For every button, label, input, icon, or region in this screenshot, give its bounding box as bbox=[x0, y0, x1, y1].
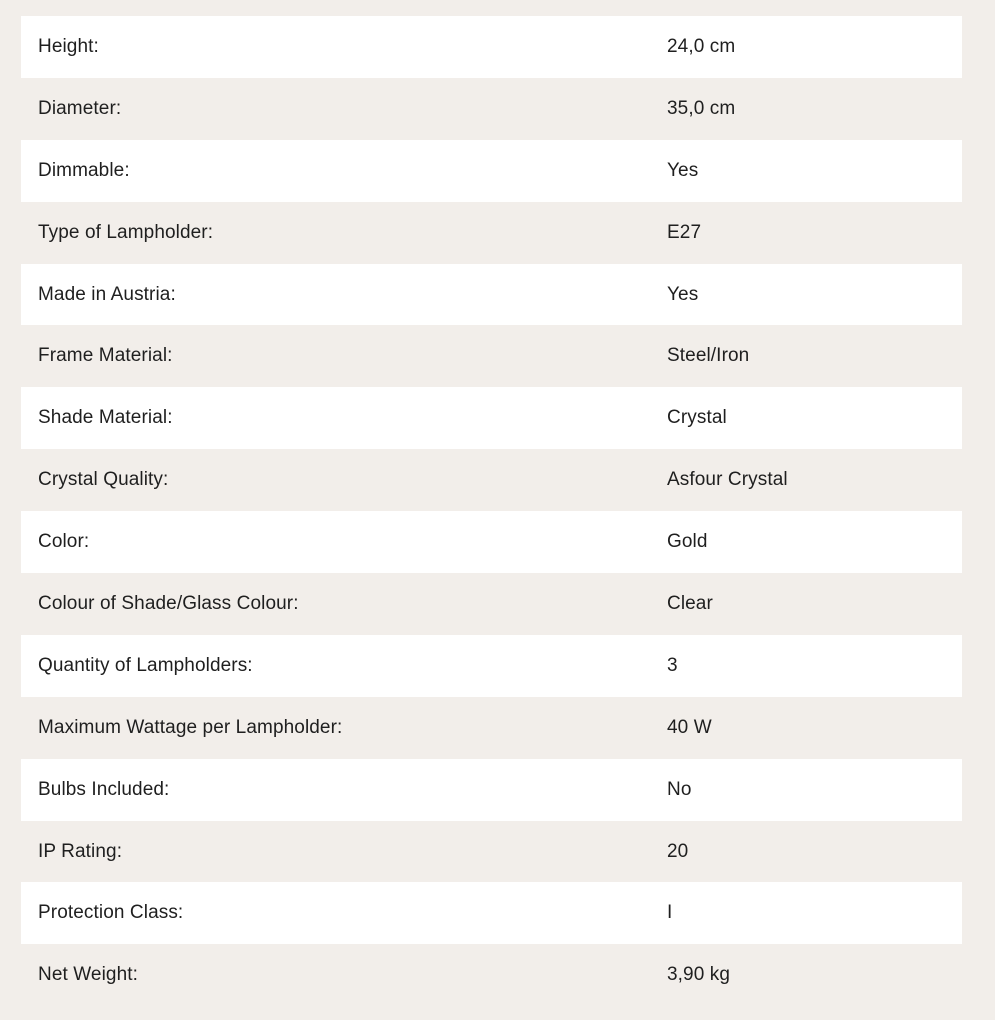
spec-label: Dimmable: bbox=[38, 159, 130, 181]
spec-value: E27 bbox=[667, 221, 702, 243]
spec-value: Yes bbox=[667, 159, 699, 181]
spec-row-shade-material bbox=[21, 387, 962, 449]
spec-label: Height: bbox=[38, 35, 99, 57]
spec-row-shade-colour bbox=[21, 573, 962, 635]
spec-value: Crystal bbox=[667, 407, 727, 429]
spec-value: Yes bbox=[667, 283, 699, 305]
spec-label: Color: bbox=[38, 531, 90, 553]
spec-value: 3,90 kg bbox=[667, 964, 731, 986]
spec-label: Shade Material: bbox=[38, 407, 173, 429]
spec-label: Diameter: bbox=[38, 97, 122, 119]
spec-label: Net Weight: bbox=[38, 964, 139, 986]
spec-row-frame-material bbox=[21, 325, 962, 387]
spec-label: IP Rating: bbox=[38, 840, 123, 862]
spec-label: Quantity of Lampholders: bbox=[38, 654, 253, 676]
spec-value: 35,0 cm bbox=[667, 97, 736, 119]
spec-row-made-in-austria bbox=[21, 264, 962, 326]
spec-label: Frame Material: bbox=[38, 345, 173, 367]
specifications-table bbox=[21, 16, 962, 1006]
spec-value: Steel/Iron bbox=[667, 345, 750, 367]
spec-row-lampholder-type bbox=[21, 202, 962, 264]
spec-label: Protection Class: bbox=[38, 902, 184, 924]
spec-row-ip-rating bbox=[21, 821, 962, 883]
spec-row-height bbox=[21, 16, 962, 78]
spec-value: 40 W bbox=[667, 716, 712, 738]
spec-row-protection-class bbox=[21, 882, 962, 944]
spec-value: 24,0 cm bbox=[667, 35, 736, 57]
spec-value: 3 bbox=[667, 654, 678, 676]
spec-label: Colour of Shade/Glass Colour: bbox=[38, 592, 299, 614]
spec-row-dimmable bbox=[21, 140, 962, 202]
spec-row-crystal-quality bbox=[21, 449, 962, 511]
spec-label: Bulbs Included: bbox=[38, 778, 170, 800]
spec-label: Crystal Quality: bbox=[38, 469, 169, 491]
spec-row-lampholder-quantity bbox=[21, 635, 962, 697]
spec-value: No bbox=[667, 778, 692, 800]
spec-value: I bbox=[667, 902, 673, 924]
spec-row-color bbox=[21, 511, 962, 573]
spec-row-max-wattage bbox=[21, 697, 962, 759]
spec-label: Maximum Wattage per Lampholder: bbox=[38, 716, 343, 738]
spec-value: Asfour Crystal bbox=[667, 469, 788, 491]
spec-label: Type of Lampholder: bbox=[38, 221, 214, 243]
spec-row-diameter bbox=[21, 78, 962, 140]
spec-label: Made in Austria: bbox=[38, 283, 176, 305]
spec-row-net-weight bbox=[21, 944, 962, 1006]
spec-value: Gold bbox=[667, 531, 708, 553]
spec-row-bulbs-included bbox=[21, 759, 962, 821]
spec-value: Clear bbox=[667, 592, 713, 614]
spec-value: 20 bbox=[667, 840, 689, 862]
